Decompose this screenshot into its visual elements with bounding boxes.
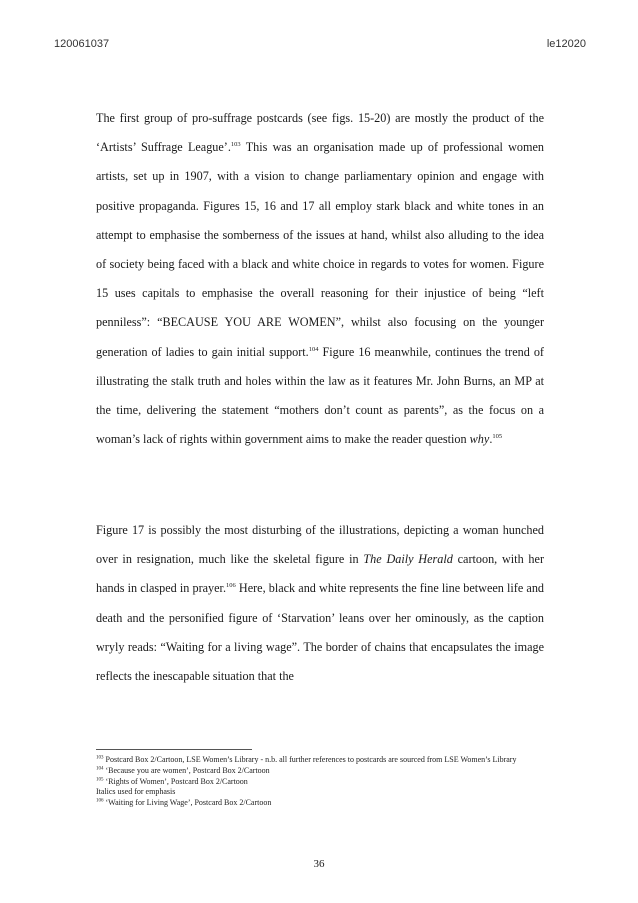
body-paragraph-1 [96, 104, 544, 454]
footnote-104 [96, 766, 544, 777]
footnote-105 [96, 777, 544, 788]
header-student-id: 120061037 [54, 38, 110, 50]
footnote-text: ‘Waiting for Living Wage’, Postcard Box 2/Cartoon [103, 798, 272, 808]
footnote-text: ‘Because you are women’, Postcard Box 2/Cartoon [103, 765, 270, 775]
p2-text-1: Figure 17 is possibly the most disturbing of the illustrations, depicting a woman hunched over in resignation, much like the skeletal figure in [96, 523, 544, 567]
p1-italic-why: why [469, 432, 490, 447]
body-paragraph-2 [96, 516, 544, 691]
p2-text-3: Here, black and white represents the fine line between life and death and the personified figure of ‘Starvation’ leans over her ominously, as the caption wryly reads: “Waiting for a living wage”. The border of chains that encapsulates the image reflects the inescapable situation that the [96, 581, 545, 684]
footnote-ref-105[interactable]: 105 [492, 433, 503, 441]
footnotes [96, 755, 544, 809]
p1-text-3: Figure 16 meanwhile, continues the trend of illustrating the stalk truth and holes within the law as it features Mr. John Burns, an MP at the time, delivering the statement “mothers don’t count as parents”, as the focus on a woman’s lack of rights within government aims to make the reader question [96, 344, 544, 447]
footnote-separator [96, 749, 252, 750]
p2-text-2: cartoon, with her hands in clasped in prayer. [96, 552, 544, 596]
footnote-text: Postcard Box 2/Cartoon, LSE Women’s Library - n.b. all further references to postcards are sourced from LSE Women’s Library [103, 755, 517, 764]
header-module-code: le12020 [546, 38, 586, 50]
footnote-text: Italics used for emphasis [96, 787, 176, 797]
footnote-num: 105 [96, 776, 104, 782]
page-number: 36 [313, 858, 325, 870]
footnote-text: ‘Rights of Women’, Postcard Box 2/Cartoon [103, 776, 248, 786]
p1-text-2: This was an organisation made up of professional women artists, set up in 1907, with a vision to change parliamentary opinion and engage with positive propaganda. Figures 15, 16 and 17 all employ stark black and white tones in an attempt to emphasise the somberness of the issues at hand, whilst also alluding to the idea of society being faced with a black and white choice in regards to votes for women. Figure 15 uses capitals to emphasise the overall reasoning for their injustice of being “left penniless”: “BECAUSE YOU ARE WOMEN”, whilst also focusing on the younger generation of ladies to gain initial support. [96, 140, 544, 359]
footnote-num: 104 [96, 766, 104, 772]
p1-text-4: . [489, 432, 493, 447]
p2-italic-title: The Daily Herald [363, 552, 453, 567]
footnote-num: 106 [96, 798, 104, 804]
footnote-106 [96, 798, 544, 809]
footnote-ref-104[interactable]: 104 [308, 345, 319, 353]
footnote-ref-106[interactable]: 106 [226, 582, 236, 590]
footnote-103 [96, 755, 544, 766]
footnote-italics-note [96, 787, 544, 798]
p1-text-1: The first group of pro-suffrage postcards (see figs. 15-20) are mostly the product of the ‘Artists’ Suffrage League’. [96, 111, 544, 155]
footnote-num: 103 [96, 755, 104, 761]
footnote-ref-103[interactable]: 103 [230, 141, 241, 149]
